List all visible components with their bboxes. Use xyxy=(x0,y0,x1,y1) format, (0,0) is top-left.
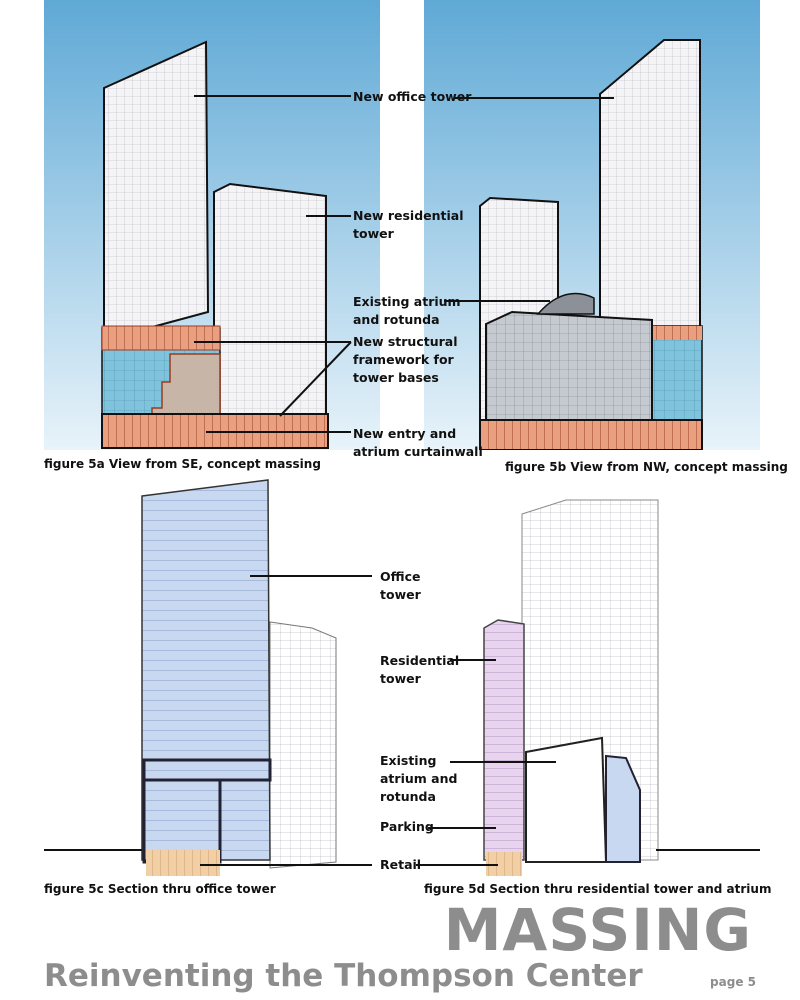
callout-existing-atrium: Existing atrium and rotunda xyxy=(353,294,461,327)
document-subtitle: Reinventing the Thompson Center xyxy=(44,958,643,994)
office-tower-section xyxy=(142,480,270,860)
transfer-framework-5c xyxy=(144,760,270,780)
figure-5d-drawing xyxy=(416,500,760,876)
retail-zone-5d xyxy=(486,852,522,876)
figure-5a-panel xyxy=(44,0,380,450)
office-tower-outline-5d xyxy=(522,500,658,860)
callout-new-residential-tower: New residential tower xyxy=(353,208,464,241)
structural-framework-band xyxy=(102,326,220,350)
page-number: page 5 xyxy=(710,975,756,989)
office-tower-mass xyxy=(104,42,208,340)
office-base-section-5d xyxy=(606,756,640,862)
figure-5b-drawing xyxy=(424,0,760,450)
callout-parking: Parking xyxy=(380,819,434,834)
callout-office-tower: Office tower xyxy=(380,569,421,602)
callout-new-office-tower: New office tower xyxy=(353,89,472,104)
core-outline-5c xyxy=(144,780,220,862)
caption-figure-5b: figure 5b View from NW, concept massing xyxy=(505,460,788,474)
callout-residential-tower: Residential tower xyxy=(380,653,460,686)
framework-band xyxy=(652,326,702,340)
atrium-section xyxy=(526,738,606,862)
figure-5b-panel xyxy=(424,0,760,450)
section-title: MASSING xyxy=(443,896,752,964)
entry-level xyxy=(480,420,702,450)
callout-retail: Retail xyxy=(380,857,422,872)
caption-figure-5d: figure 5d Section thru residential tower and atrium xyxy=(424,882,772,896)
retail-zone-5c xyxy=(146,850,220,876)
callout-entry-curtainwall: New entry and atrium curtainwall xyxy=(353,426,483,459)
figure-5c-drawing xyxy=(44,480,372,876)
glass-podium xyxy=(652,326,702,420)
residential-tower-section xyxy=(484,620,524,860)
existing-atrium-block xyxy=(486,312,652,420)
caption-figure-5c: figure 5c Section thru office tower xyxy=(44,882,276,896)
figure-5a-drawing xyxy=(44,0,380,450)
callout-existing-atrium-rotunda: Existing atrium and rotunda xyxy=(380,753,458,804)
caption-figure-5a: figure 5a View from SE, concept massing xyxy=(44,457,321,471)
residential-mass-5c xyxy=(270,622,336,868)
callout-structural-framework: New structural framework for tower bases xyxy=(353,334,458,385)
